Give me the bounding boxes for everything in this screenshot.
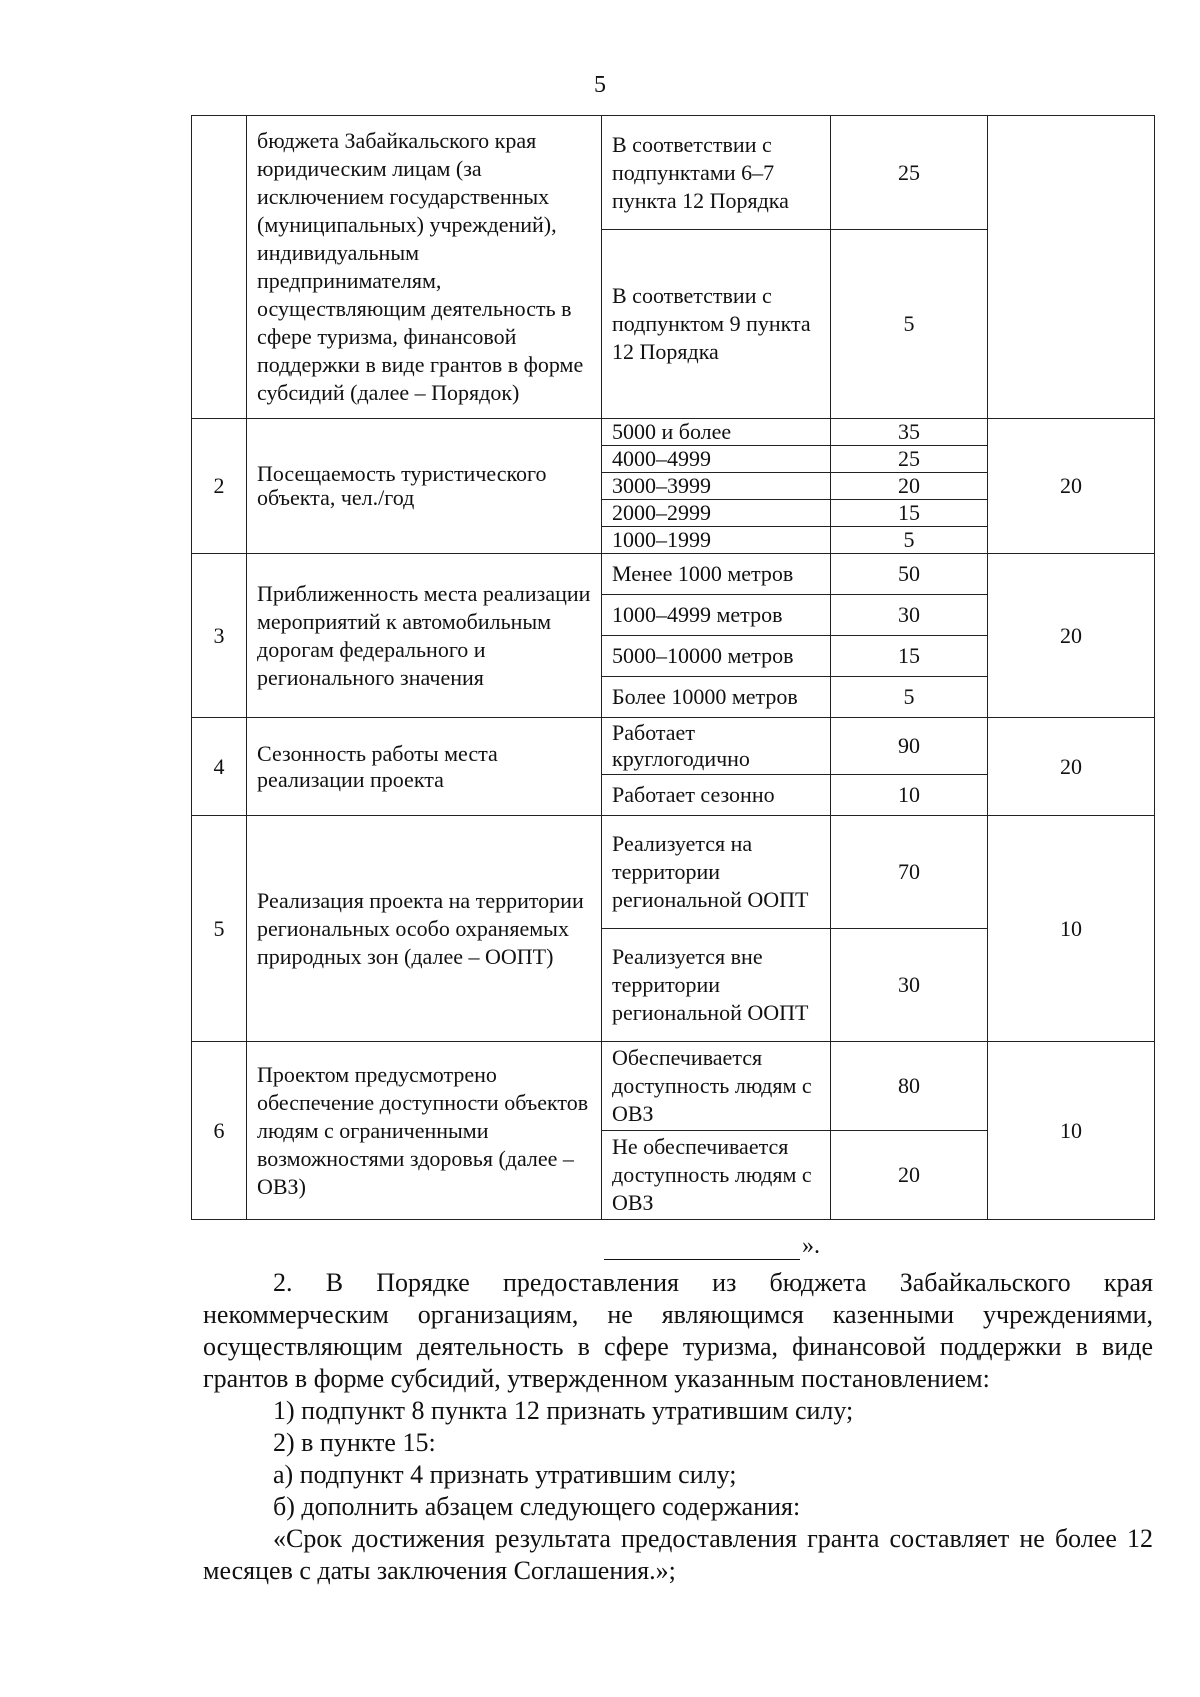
weight-cell [988,116,1155,419]
score-cell: 30 [831,929,988,1042]
variant-cell: Работает круглогодично [602,718,831,775]
score-cell: 15 [831,500,988,527]
criterion-number: 4 [192,718,247,816]
table-row [192,816,1155,929]
table-row [192,554,1155,595]
criterion-number: 2 [192,419,247,554]
weight-cell: 20 [988,419,1155,554]
criterion-number [192,116,247,419]
criteria-table [191,115,1155,1220]
score-cell: 5 [831,677,988,718]
variant-cell: 2000–2999 [602,500,831,527]
table-row [192,419,1155,446]
criterion-name: бюджета Забайкальского края юридическим лицам (за исключением государственных (муниципальных) учреждений), индивидуальным предпринимателям, осуществляющим деятельность в сфере туризма, финансовой поддержки в виде грантов в форме субсидий (далее – Порядок) [247,116,602,419]
score-cell: 5 [831,527,988,554]
criterion-name: Сезонность работы места реализации проекта [247,718,602,816]
variant-cell: В соответствии с подпунктом 9 пункта 12 Порядка [602,230,831,419]
variant-cell: Реализуется на территории региональной ООПТ [602,816,831,929]
variant-cell: В соответствии с подпунктами 6–7 пункта 12 Порядка [602,116,831,230]
criterion-number: 5 [192,816,247,1042]
table-row [192,116,1155,230]
score-cell: 50 [831,554,988,595]
paragraph: 2) в пункте 15: [273,1428,436,1457]
score-cell: 25 [831,116,988,230]
weight-cell: 10 [988,816,1155,1042]
blank-line [604,1235,800,1260]
score-cell: 20 [831,1131,988,1220]
variant-cell: Не обеспечивается доступность людям с ОВЗ [602,1131,831,1220]
score-cell: 90 [831,718,988,775]
closing-quote: ». [802,1233,820,1259]
variant-cell: 5000 и более [602,419,831,446]
score-cell: 20 [831,473,988,500]
criterion-number: 3 [192,554,247,718]
variant-cell: 1000–4999 метров [602,595,831,636]
score-cell: 15 [831,636,988,677]
score-cell: 80 [831,1042,988,1131]
table-row [192,718,1155,775]
variant-cell: Обеспечивается доступность людям с ОВЗ [602,1042,831,1131]
score-cell: 70 [831,816,988,929]
weight-cell: 20 [988,718,1155,816]
criterion-name: Проектом предусмотрено обеспечение доступности объектов людям с ограниченными возможностями здоровья (далее – ОВЗ) [247,1042,602,1220]
score-cell: 30 [831,595,988,636]
score-cell: 25 [831,446,988,473]
paragraph: 1) подпункт 8 пункта 12 признать утратившим силу; [273,1396,854,1425]
paragraph: б) дополнить абзацем следующего содержания: [273,1492,801,1521]
variant-cell: Менее 1000 метров [602,554,831,595]
variant-cell: 4000–4999 [602,446,831,473]
table-row [192,1042,1155,1131]
criterion-name: Посещаемость туристического объекта, чел./год [247,419,602,554]
paragraph: а) подпункт 4 признать утратившим силу; [273,1460,737,1489]
page-number: 5 [594,72,606,98]
criterion-name: Приближенность места реализации мероприятий к автомобильным дорогам федерального и регионального значения [247,554,602,718]
score-cell: 35 [831,419,988,446]
variant-cell: 5000–10000 метров [602,636,831,677]
criterion-name: Реализация проекта на территории региональных особо охраняемых природных зон (далее – ООПТ) [247,816,602,1042]
criterion-number: 6 [192,1042,247,1220]
variant-cell: Реализуется вне территории региональной ООПТ [602,929,831,1042]
weight-cell: 20 [988,554,1155,718]
score-cell: 5 [831,230,988,419]
paragraph: 2. В Порядке предоставления из бюджета Забайкальского края некоммерческим организациям, не являющимся казенными учреждениями, осуществляющим деятельность в сфере туризма, финансовой поддержки в виде грантов в форме субсидий, утвержденном указанным постановлением: [203,1268,1153,1393]
variant-cell: Работает сезонно [602,775,831,816]
closing-mark [604,1233,820,1260]
score-cell: 10 [831,775,988,816]
paragraph: «Срок достижения результата предоставления гранта составляет не более 12 месяцев с даты заключения Соглашения.»; [203,1524,1153,1585]
variant-cell: 3000–3999 [602,473,831,500]
variant-cell: 1000–1999 [602,527,831,554]
variant-cell: Более 10000 метров [602,677,831,718]
weight-cell: 10 [988,1042,1155,1220]
body-text [203,1267,1153,1587]
